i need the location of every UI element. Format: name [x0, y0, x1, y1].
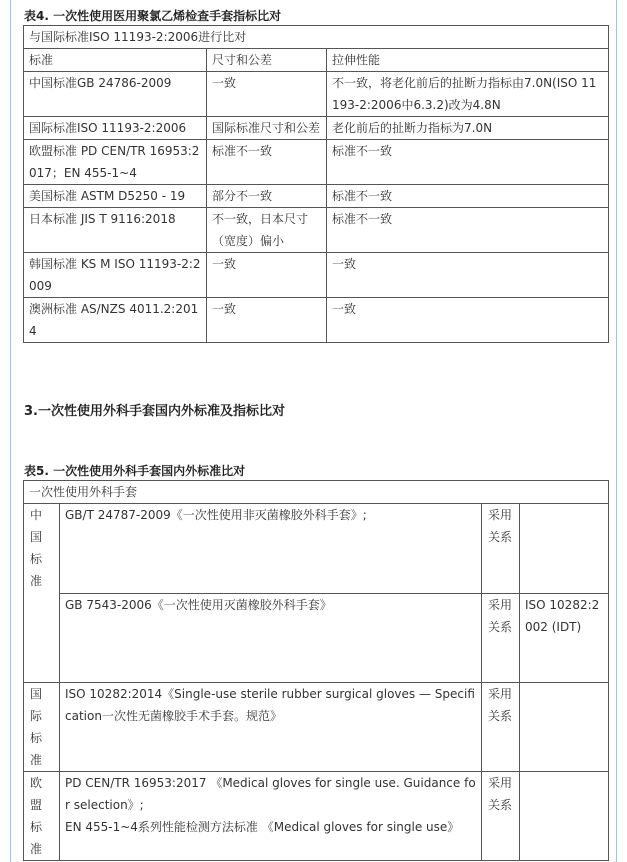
standard-text-cell: GB/T 24787-2009《一次性使用非灭菌橡胶外科手套》; — [60, 504, 482, 594]
table-row — [24, 504, 609, 594]
table5 — [23, 480, 609, 861]
table-row — [24, 683, 609, 772]
table-row — [24, 140, 609, 185]
region-cell: 国际标准 — [24, 683, 60, 772]
relation-cell: 采用关系 — [482, 593, 520, 683]
size-cell: 一致 — [207, 72, 327, 117]
standard-cell: 美国标准 ASTM D5250 - 19 — [24, 185, 207, 208]
relation-cell: 采用关系 — [482, 504, 520, 594]
standard-cell: 中国标准GB 24786-2009 — [24, 72, 207, 117]
standard-cell: 韩国标准 KS M ISO 11193-2:2009 — [24, 253, 207, 298]
tensile-cell: 一致 — [327, 253, 609, 298]
standard-text-line: PD CEN/TR 16953:2017 《Medical gloves for single use. Guidance for selection》; — [65, 776, 476, 812]
size-cell: 国际标准尺寸和公差 — [207, 117, 327, 140]
section-title: 3.一次性使用外科手套国内外标准及指标比对 — [24, 404, 285, 419]
table4-header-standard: 标准 — [24, 49, 207, 72]
table4-note: 与国际标准ISO 11193-2:2006进行比对 — [24, 26, 609, 49]
table5-caption: 表5. 一次性使用外科手套国内外标准比对 — [24, 464, 246, 478]
reference-cell: ISO 10282:2002 (IDT) — [520, 593, 609, 683]
standard-text-cell: GB 7543-2006《一次性使用灭菌橡胶外科手套》 — [60, 593, 482, 683]
tensile-cell: 一致 — [327, 298, 609, 343]
table-row — [24, 72, 609, 117]
size-cell: 一致 — [207, 298, 327, 343]
table-row — [24, 185, 609, 208]
table-row — [24, 772, 609, 861]
size-cell: 不一致，日本尺寸（宽度）偏小 — [207, 208, 327, 253]
standard-text-line: EN 455-1~4系列性能检测方法标准 《Medical gloves for single use》 — [65, 820, 460, 834]
reference-cell — [520, 504, 609, 594]
tensile-cell: 标准不一致 — [327, 140, 609, 185]
table-row — [24, 593, 609, 683]
table4-caption: 表4. 一次性使用医用聚氯乙烯检查手套指标比对 — [24, 9, 282, 23]
table4-header-row — [24, 49, 609, 72]
table4 — [23, 25, 609, 343]
standard-cell: 澳洲标准 AS/NZS 4011.2:2014 — [24, 298, 207, 343]
standard-cell: 欧盟标准 PD CEN/TR 16953:2017；EN 455-1~4 — [24, 140, 207, 185]
standard-text-cell — [60, 772, 482, 861]
table-row — [24, 253, 609, 298]
relation-cell: 采用关系 — [482, 772, 520, 861]
region-cell: 欧盟标准 — [24, 772, 60, 861]
reference-cell — [520, 683, 609, 772]
table-row — [24, 117, 609, 140]
standard-text-cell: ISO 10282:2014《Single-use sterile rubber surgical gloves — Specification一次性无菌橡胶手术手套。规范》 — [60, 683, 482, 772]
relation-cell: 采用关系 — [482, 683, 520, 772]
region-cell: 中国标准 — [24, 504, 60, 683]
tensile-cell: 标准不一致 — [327, 185, 609, 208]
tensile-cell: 老化前后的扯断力指标为7.0N — [327, 117, 609, 140]
tensile-cell: 不一致，将老化前后的扯断力指标由7.0N(ISO 11193-2:2006中6.3.2)改为4.8N — [327, 72, 609, 117]
table5-header: 一次性使用外科手套 — [24, 481, 609, 504]
size-cell: 一致 — [207, 253, 327, 298]
table4-header-size: 尺寸和公差 — [207, 49, 327, 72]
size-cell: 部分不一致 — [207, 185, 327, 208]
table4-header-tensile: 拉伸性能 — [327, 49, 609, 72]
table-row — [24, 298, 609, 343]
table-row — [24, 208, 609, 253]
standard-cell: 国际标准ISO 11193-2:2006 — [24, 117, 207, 140]
standard-cell: 日本标准 JIS T 9116:2018 — [24, 208, 207, 253]
tensile-cell: 标准不一致 — [327, 208, 609, 253]
size-cell: 标准不一致 — [207, 140, 327, 185]
reference-cell — [520, 772, 609, 861]
